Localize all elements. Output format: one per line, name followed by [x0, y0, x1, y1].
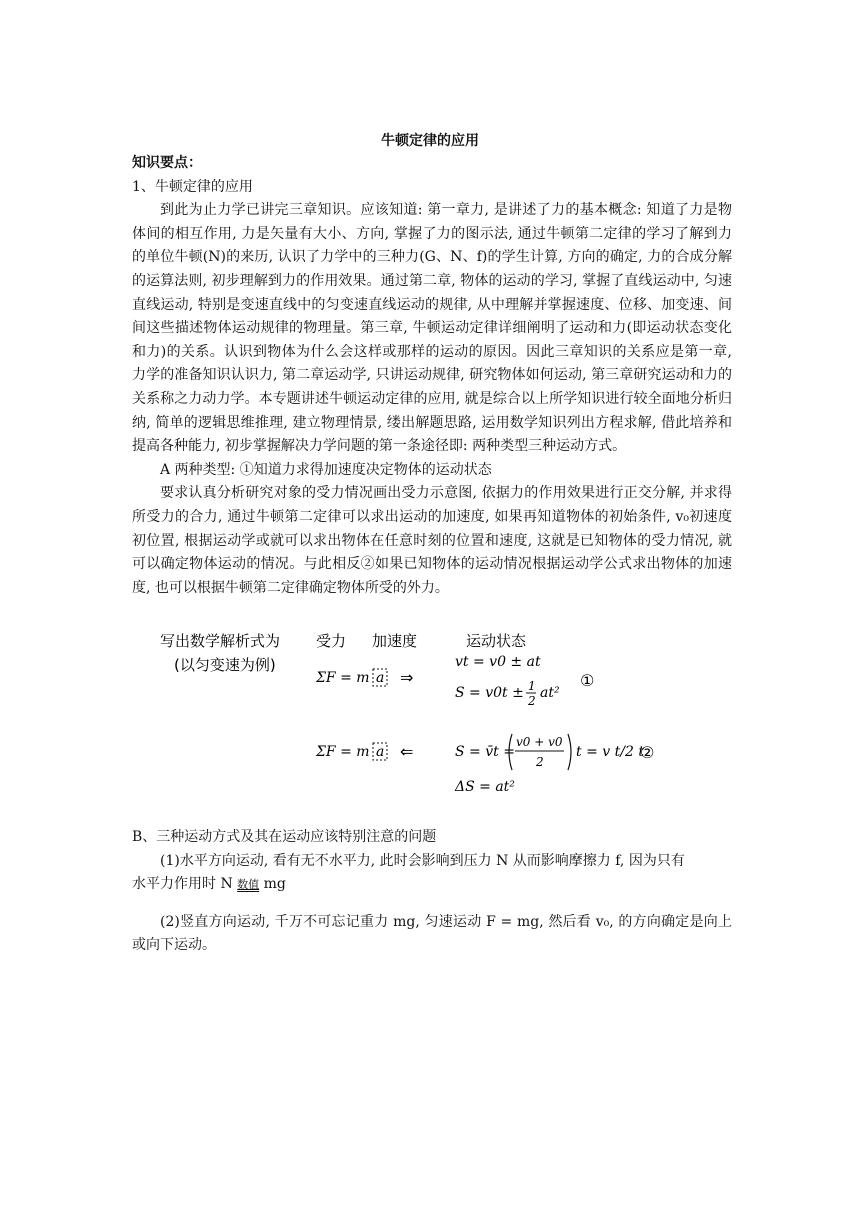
heading-knowledge-points: 知识要点： — [132, 155, 202, 171]
eq1-half-den: 2 — [528, 694, 536, 708]
label-example: (以匀变速为例) — [174, 656, 276, 674]
section-heading — [132, 152, 732, 600]
formula-svg — [160, 628, 660, 803]
b1-line2 — [132, 873, 732, 897]
eq2-s-pre: S = v̄t = — [455, 744, 515, 760]
paragraph-type-a: A 两种类型: ①知道力求得加速度决定物体的运动状态 — [160, 461, 492, 478]
eq1-half-num: 1 — [528, 679, 536, 693]
type-b-heading: B、三种运动方式及其在运动应该特别注意的问题 — [132, 829, 437, 845]
formula-diagram — [160, 628, 660, 803]
marker-2: ② — [640, 743, 655, 762]
eq3: ΔS = at² — [455, 779, 515, 795]
section-b — [132, 826, 732, 958]
eq2-paren-right — [568, 734, 571, 770]
eq1-a: a — [376, 670, 385, 686]
arrow-right: ⇒ — [400, 668, 414, 687]
eq2-a: a — [376, 744, 385, 760]
b1-line2-value-label: 数值 — [237, 878, 260, 892]
head-force: 受力 — [316, 632, 347, 650]
eq2-frac-den: 2 — [536, 755, 544, 769]
arrow-left: ⇐ — [400, 742, 414, 761]
b2-paragraph: (2)竖直方向运动, 千万不可忘记重力 mg, 匀速运动 F = mg, 然后看 v₀, 的方向确定是向上或向下运动。 — [132, 913, 732, 954]
eq1-velocity: vt = v0 ± at — [455, 654, 541, 670]
eq2-left: ΣF = m — [316, 744, 370, 760]
eq2-frac-num: v0 + v0 — [516, 735, 563, 749]
b1-line1: (1)水平方向运动, 看有无不水平力, 此时会影响到压力 N 从而影响摩擦力 f, 因为只有 — [160, 852, 685, 869]
label-write: 写出数学解析式为 — [160, 632, 281, 650]
subsection-title: 1、牛顿定律的应用 — [132, 178, 253, 195]
eq1-left: ΣF = m — [316, 670, 370, 686]
b1-line2-suffix: mg — [259, 876, 286, 893]
paragraph-intro: 到此为止力学已讲完三章知识。应该知道: 第一章力, 是讲述了力的基本概念: 知道了力是物体间的相互作用, 力是矢量有大小、方向, 掌握了力的图示法, 通过牛顿第二定律的学习了解到力的单位牛顿(N)的来历, 认识了力学中的三种力(G、N、f)的学生计算, 方向的确定, 力的合成分解的运算法则, 初步理解到力的作用效果。通过第二章, 物体的运动的学习, 掌握了直线运动中, 匀速直线运动, 特别是变速直线中的匀变速直线运动的规律, 从中理解并掌握速度、位移、加变速、间间这些描述物体运动规律的物理量。第三章, 牛顿运动定律详细阐明了运动和力(即运动状态变化和力)的关系。认识到物体为什么会这样或那样的运动的原因。因此三章知识的关系应是第一章, 力学的准备知识认识力, 第二章运动学, 只讲运动规律, 研究物体如何运动, 第三章研究运动和力的关系称之力动力学。本专题讲述牛顿运动定律的应用, 就是综合以上所学知识进行较全面地分析归纳, 简单的逻辑思维推理, 建立物理情景, 缕出解题思路, 运用数学知识列出方程求解, 借此培养和提高各种能力, 初步掌握解决力学问题的第一条途径即: 两种类型三种运动方式。 — [132, 202, 732, 455]
spacer — [132, 897, 732, 911]
head-accel: 加速度 — [372, 632, 418, 650]
b1-line2-prefix: 水平力作用时 N — [132, 876, 238, 893]
head-state: 运动状态 — [466, 632, 527, 650]
eq1-s-pre: S = v0t ± — [455, 685, 524, 701]
marker-1: ① — [580, 671, 595, 690]
paragraph-type-a-detail: 要求认真分析研究对象的受力情况画出受力示意图, 依据力的作用效果进行正交分解, 并求得所受力的合力, 通过牛顿第二定律可以求出运动的加速度, 如果再知道物体的初始条件, v₀初速度初位置, 根据运动学或就可以求出物体在任意时刻的位置和速度, 这就是已知物体的受力情况, 就可以确定物体运动的情况。与此相反②如果已知物体的运动情况根据运动学公式求出物体的加速度, 也可以根据牛顿第二定律确定物体所受的外力。 — [132, 485, 732, 596]
eq1-s-post: at² — [540, 685, 560, 701]
eq2-s-post: t = v t/2 t — [576, 744, 644, 760]
page-title: 牛顿定律的应用 — [381, 133, 479, 149]
